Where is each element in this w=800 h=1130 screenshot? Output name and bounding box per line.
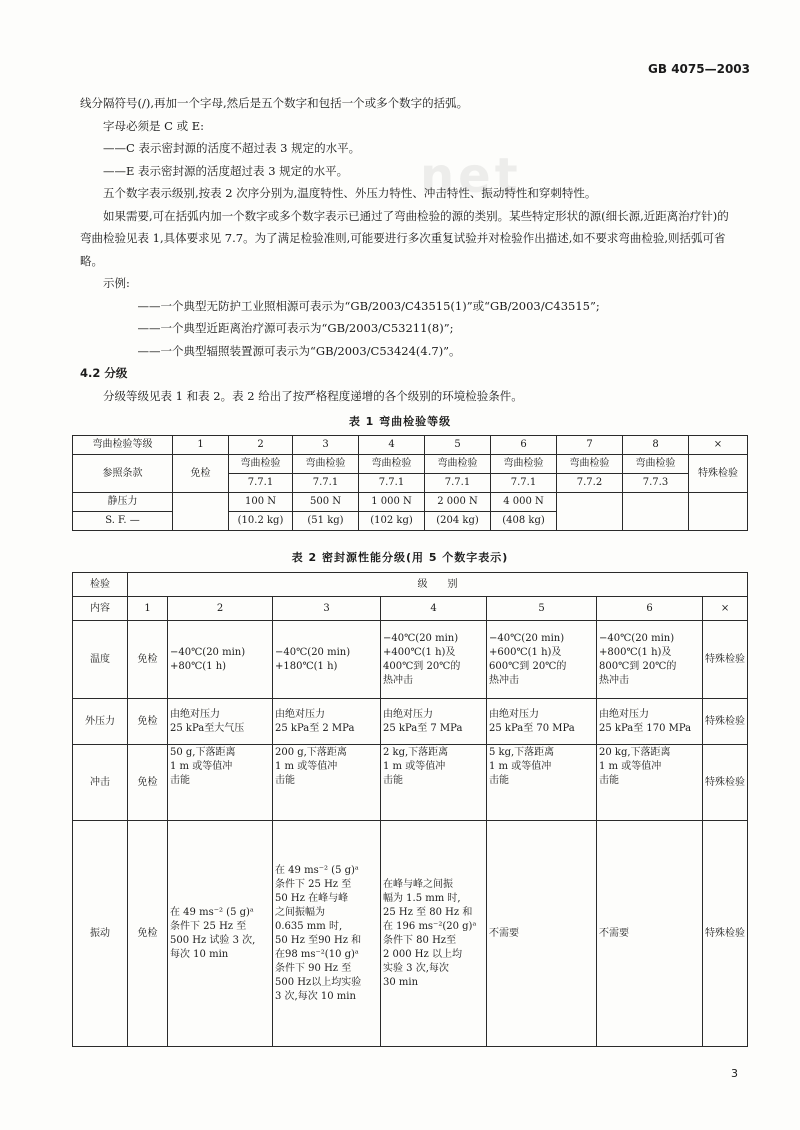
- watermark-text: net: [420, 148, 522, 204]
- empty-cell: [173, 493, 229, 531]
- test-cell: 弯曲检验: [293, 455, 359, 474]
- class-label: 级 别: [128, 573, 748, 597]
- test-cell: 弯曲检验: [425, 455, 491, 474]
- impact-class-4: 2 kg,下落距离 1 m 或等值冲 击能: [381, 745, 487, 821]
- impact-class-3: 200 g,下落距离 1 m 或等值冲 击能: [273, 745, 381, 821]
- clause-cell: 7.7.1: [425, 474, 491, 493]
- performance-class-table: [72, 572, 748, 1047]
- exempt-cell: 免检: [173, 455, 229, 493]
- grade-cell: 5: [425, 436, 491, 455]
- clause-cell: 7.7.1: [293, 474, 359, 493]
- clause-cell: 7.7.2: [557, 474, 623, 493]
- row-label-pressure: 外压力: [73, 699, 128, 745]
- class-cell: 5: [487, 597, 597, 621]
- paragraph: 分级等级见表 1 和表 2。表 2 给出了按严格程度递增的各个级别的环境检验条件。: [103, 388, 523, 403]
- mass-cell: (102 kg): [359, 512, 425, 531]
- grade-cell: 8: [623, 436, 689, 455]
- paragraph: ——C 表示密封源的活度不超过表 3 规定的水平。: [103, 141, 361, 155]
- paragraph: ——E 表示密封源的活度超过表 3 规定的水平。: [103, 163, 349, 178]
- temp-class-2: −40℃(20 min) +80℃(1 h): [168, 621, 273, 699]
- force-cell: 1 000 N: [359, 493, 425, 512]
- grade-cell: 1: [173, 436, 229, 455]
- test-cell: 弯曲检验: [557, 455, 623, 474]
- row-label-vibration: 振动: [73, 821, 128, 1047]
- exempt-cell: 免检: [128, 621, 168, 699]
- empty-cell: [689, 493, 748, 531]
- vibration-class-3: 在 49 ms⁻² (5 g)ᵃ 条件下 25 Hz 至 50 Hz 在峰与峰 之间振幅为 0.635 mm 时, 50 Hz 至90 Hz 和 在98 ms⁻²(10 g)ᵃ 条件下 90 Hz 至 500 Hz以上均实验 3 次,每次 10 min: [273, 821, 381, 1047]
- test-cell: 弯曲检验: [491, 455, 557, 474]
- sf-label: S. F. —: [73, 512, 173, 531]
- mass-cell: (10.2 kg): [229, 512, 293, 531]
- grade-cell: 3: [293, 436, 359, 455]
- grade-cell: 6: [491, 436, 557, 455]
- vibration-class-4: 在峰与峰之间振 幅为 1.5 mm 时, 25 Hz 至 80 Hz 和 在 196 ms⁻²(20 g)ᵃ 条件下 80 Hz至 2 000 Hz 以上均 实验 3 次,每次 30 min: [381, 821, 487, 1047]
- example-item: ——一个典型无防护工业照相源可表示为“GB/2003/C43515(1)”或“GB/2003/C43515”;: [137, 298, 600, 313]
- pressure-class-2: 由绝对压力 25 kPa至大气压: [168, 699, 273, 745]
- example-item: ——一个典型近距离治疗源可表示为“GB/2003/C53211(8)”;: [137, 321, 454, 335]
- exempt-cell: 免检: [128, 745, 168, 821]
- class-cell: ×: [703, 597, 748, 621]
- temp-class-5: −40℃(20 min) +600℃(1 h)及 600℃到 20℃的 热冲击: [487, 621, 597, 699]
- test-cell: 弯曲检验: [229, 455, 293, 474]
- empty-cell: [623, 493, 689, 531]
- table2-caption: 表 2 密封源性能分级(用 5 个数字表示): [291, 551, 509, 564]
- force-cell: 2 000 N: [425, 493, 491, 512]
- class-cell: 4: [381, 597, 487, 621]
- grade-label: 弯曲检验等级: [73, 436, 173, 455]
- paragraph: 五个数字表示级别,按表 2 次序分别为,温度特性、外压力特性、冲击特性、振动特性和穿刺特性。: [103, 186, 597, 200]
- test-cell: 弯曲检验: [359, 455, 425, 474]
- item-label: 内容: [73, 597, 128, 621]
- temp-class-3: −40℃(20 min) +180℃(1 h): [273, 621, 381, 699]
- paragraph: 如果需要,可在括弧内加一个数字或多个数字表示已通过了弯曲检验的源的类别。某些特定形状的源(细长源,近距离治疗针)的弯曲检验见表 1,具体要求见 7.7。为了满足检验准则,可能要进行多次重复试验并对检验作出描述,如不要求弯曲检验,则括弧可省略。: [80, 208, 729, 268]
- body-text: [80, 92, 740, 407]
- class-cell: 2: [168, 597, 273, 621]
- page-number: 3: [731, 1067, 738, 1080]
- special-cell: 特殊检验: [703, 821, 748, 1047]
- impact-class-5: 5 kg,下落距离 1 m 或等值冲 击能: [487, 745, 597, 821]
- class-cell: 3: [273, 597, 381, 621]
- pressure-class-6: 由绝对压力 25 kPa至 170 MPa: [597, 699, 703, 745]
- clause-cell: 7.7.1: [491, 474, 557, 493]
- grade-cell: 7: [557, 436, 623, 455]
- paragraph: 字母必须是 C 或 E:: [103, 118, 205, 133]
- empty-cell: [557, 493, 623, 531]
- example-item: ——一个典型辐照装置源可表示为“GB/2003/C53424(4.7)”。: [137, 343, 461, 358]
- exempt-cell: 免检: [128, 821, 168, 1047]
- special-cell: 特殊检验: [703, 621, 748, 699]
- clause-cell: 7.7.1: [229, 474, 293, 493]
- special-cell: 特殊检验: [703, 745, 748, 821]
- standard-number: GB 4075—2003: [648, 62, 750, 76]
- paragraph: 线分隔符号(/),再加一个字母,然后是五个数字和包括一个或多个数字的括弧。: [80, 96, 469, 110]
- section-heading: 4.2 分级: [80, 366, 128, 380]
- special-cell: 特殊检验: [703, 699, 748, 745]
- impact-class-2: 50 g,下落距离 1 m 或等值冲 击能: [168, 745, 273, 821]
- bending-test-table: [72, 435, 748, 531]
- force-cell: 4 000 N: [491, 493, 557, 512]
- item-label: 检验: [73, 573, 128, 597]
- grade-cell: 2: [229, 436, 293, 455]
- test-cell: 弯曲检验: [623, 455, 689, 474]
- temp-class-4: −40℃(20 min) +400℃(1 h)及 400℃到 20℃的 热冲击: [381, 621, 487, 699]
- vibration-class-5: 不需要: [487, 821, 597, 1047]
- table1-caption: 表 1 弯曲检验等级: [348, 415, 452, 428]
- special-cell: 特殊检验: [689, 455, 748, 493]
- example-label: 示例:: [103, 276, 130, 290]
- mass-cell: (51 kg): [293, 512, 359, 531]
- pressure-class-4: 由绝对压力 25 kPa至 7 MPa: [381, 699, 487, 745]
- exempt-cell: 免检: [128, 699, 168, 745]
- temp-class-6: −40℃(20 min) +800℃(1 h)及 800℃到 20℃的 热冲击: [597, 621, 703, 699]
- force-cell: 100 N: [229, 493, 293, 512]
- impact-class-6: 20 kg,下落距离 1 m 或等值冲 击能: [597, 745, 703, 821]
- clause-cell: 7.7.1: [359, 474, 425, 493]
- class-cell: 1: [128, 597, 168, 621]
- mass-cell: (204 kg): [425, 512, 491, 531]
- class-cell: 6: [597, 597, 703, 621]
- force-cell: 500 N: [293, 493, 359, 512]
- mass-cell: (408 kg): [491, 512, 557, 531]
- pressure-class-5: 由绝对压力 25 kPa至 70 MPa: [487, 699, 597, 745]
- ref-label: 参照条款: [73, 455, 173, 493]
- clause-cell: 7.7.3: [623, 474, 689, 493]
- pressure-class-3: 由绝对压力 25 kPa至 2 MPa: [273, 699, 381, 745]
- grade-cell: 4: [359, 436, 425, 455]
- vibration-class-2: 在 49 ms⁻² (5 g)ᵃ 条件下 25 Hz 至 500 Hz 试验 3 次, 每次 10 min: [168, 821, 273, 1047]
- force-label: 静压力: [73, 493, 173, 512]
- grade-cell: ×: [689, 436, 748, 455]
- vibration-class-6: 不需要: [597, 821, 703, 1047]
- row-label-temperature: 温度: [73, 621, 128, 699]
- row-label-impact: 冲击: [73, 745, 128, 821]
